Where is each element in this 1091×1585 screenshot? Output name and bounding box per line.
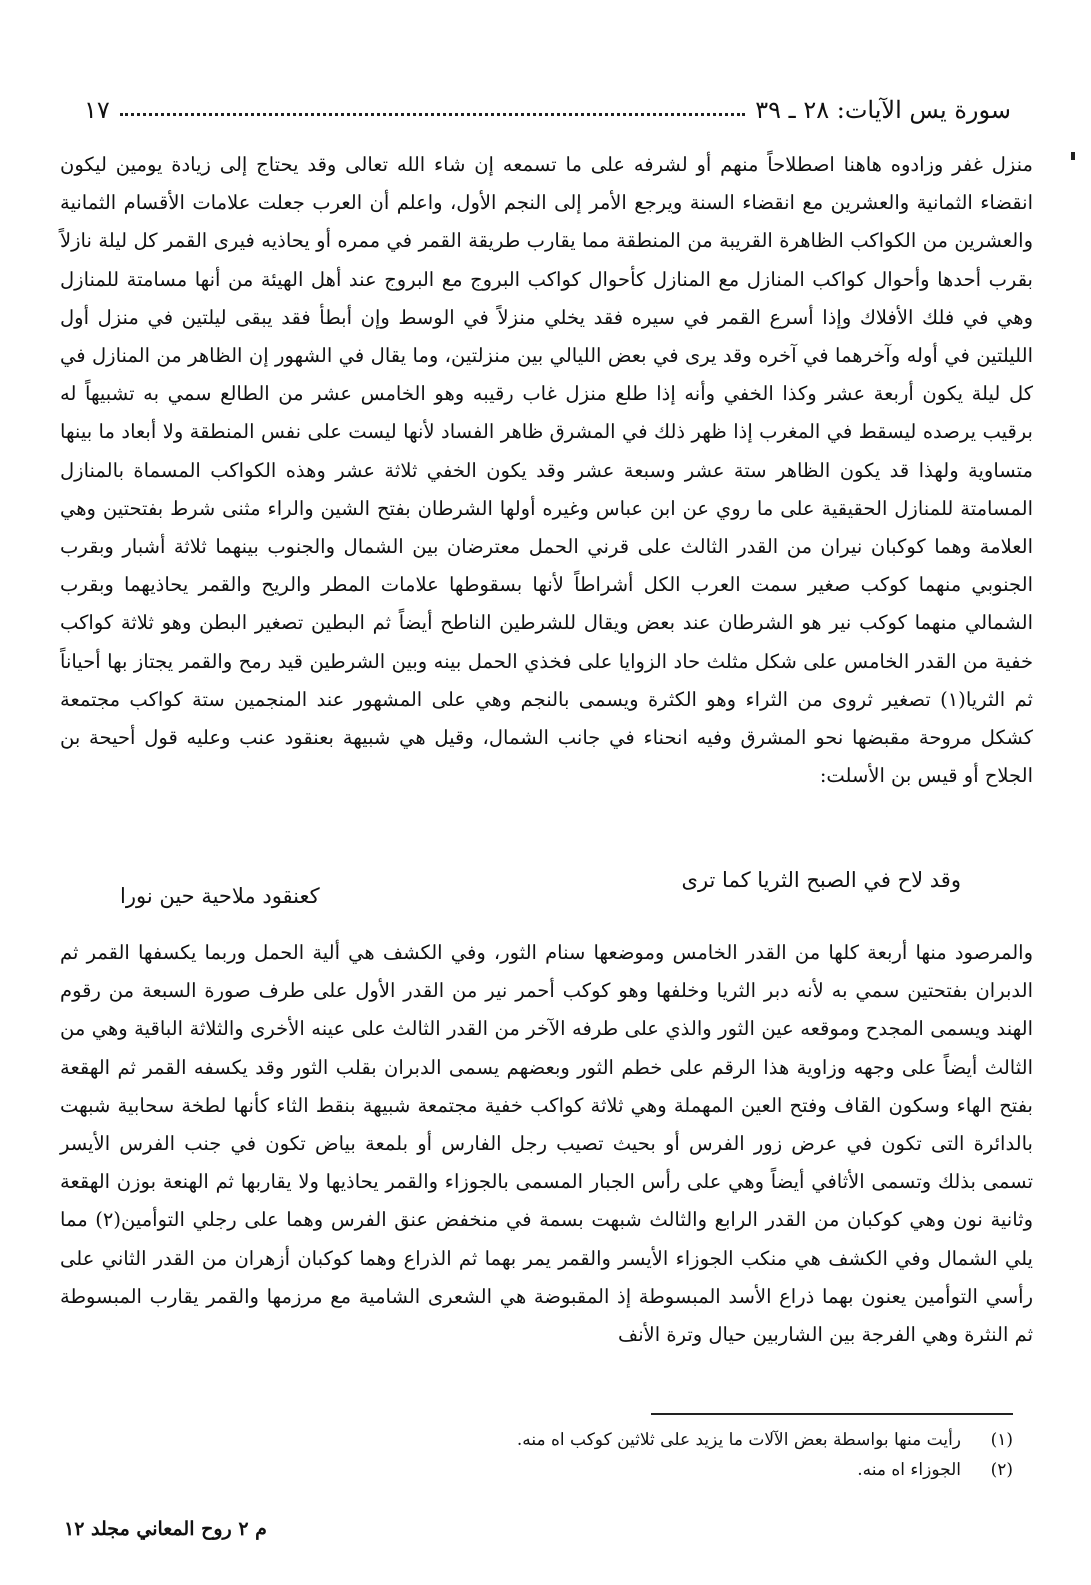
footnote-mark: (١) <box>990 1430 1013 1450</box>
verse-first-hemistich: وقد لاح في الصبح الثريا كما ترى <box>681 868 961 892</box>
running-header <box>84 84 1011 124</box>
footnote-2 <box>200 1455 1013 1485</box>
page-number: ١٧ <box>84 96 110 124</box>
printer-signature: م ٢ روح المعاني مجلد ١٢ <box>64 1518 267 1540</box>
verse-second-hemistich: كعنقود ملاحية حين نورا <box>120 884 320 908</box>
main-text-block-2 <box>60 934 1033 1354</box>
paragraph-1: منزل غفر وزادوه هاهنا اصطلاحاً منهم أو لشرفه على ما تسمعه إن شاء الله تعالى وقد يحتاج إلى زيادة يومين ليكون انقضاء الثمانية والعشرين مع انقضاء السنة ويرجع الأمر إلى النجم الأول، واعلم أن العرب جعلت علامات الأقسام الثمانية والعشرين من الكواكب الظاهرة القريبة من المنطقة مما يقارب طريقة القمر في ممره أو يحاذيه فيرى القمر كل ليلة نازلاً بقرب أحدها وأحوال كواكب المنازل مع المنازل كأحوال كواكب البروج مع البروج عند أهل الهيئة من أنها مسامتة للمنازل وهي في فلك الأفلاك وإذا أسرع القمر في سيره فقد يخلي منزلاً في الوسط وإن أبطأ فقد يبقى ليلتين في منزل أول الليلتين في أوله وآخرهما في آخره وقد يرى في بعض الليالي بين منزلتين، وما يقال في الشهور إن الظاهر من المنازل في كل ليلة يكون أربعة عشر وكذا الخفي وأنه إذا طلع منزل غاب رقيبه وهو الخامس عشر من الطالع سمي به تشبيهاً له برقيب يرصده ليسقط في المغرب إذا ظهر ذلك في المشرق ظاهر الفساد لأنها ليست على نفس المنطقة ولا أبعاد ما بينها متساوية ولهذا قد يكون الظاهر ستة عشر وسبعة عشر وقد يكون الخفي ثلاثة عشر وهذه الكواكب المسماة بالمنازل المسامتة للمنازل الحقيقية على ما روي عن ابن عباس وغيره أولها الشرطان بفتح الشين والراء مثنى شرط بفتحتين وهي العلامة وهما كوكبان نيران من القدر الثالث على قرني الحمل معترضان بين الشمال والجنوب بينهما ثلاثة أشبار وبقرب الجنوبي منهما كوكب صغير سمت العرب الكل أشراطاً لأنها بسقوطها علامات المطر والريح والقمر يحاذيهما وبقرب الشمالي منهما كوكب نير هو الشرطان عند بعض ويقال للشرطين الناطح أيضاً ثم البطين تصغير البطن وهو ثلاثة كواكب خفية من القدر الخامس على شكل مثلث حاد الزوايا على فخذي الحمل بينه وبين الشرطين قيد رمح والقمر يجتاز بها أحياناً ثم الثريا(١) تصغير ثروى من الثراء وهو الكثرة ويسمى بالنجم وهي على المشهور عند المنجمين ستة كواكب مجتمعة كشكل مروحة مقبضها نحو المشرق وفيه انحناء في جانب الشمال، وقيل هي شبيهة بعنقود عنب وعليه قول أحيحة بن الجلاح أو قيس بن الأسلت: <box>60 153 1033 788</box>
main-text-block-1 <box>60 146 1033 795</box>
footnote-text: رأيت منها بواسطة بعض الآلات ما يزيد على ثلاثين كوكب اه منه. <box>516 1430 961 1450</box>
margin-mark <box>1071 152 1075 160</box>
footnote-separator <box>651 1413 1013 1415</box>
paragraph-2: والمرصود منها أربعة كلها من القدر الخامس وموضعها سنام الثور، وفي الكشف هي ألية الحمل وربما يكسفها القمر ثم الدبران بفتحتين سمي به لأنه دبر الثريا وخلفها وهو كوكب أحمر نير من القدر الأول على طرف صورة السبعة من رقوم الهند ويسمى المجدح وموقعه عين الثور والذي على طرفه الآخر من القدر الثالث على عينه الأخرى والثلاثة الباقية وهي من الثالث أيضاً على وجهه وزاوية هذا الرقم على خطم الثور وبعضهم يسمى الدبران بقلب الثور وقد يكسفه القمر ثم الهقعة بفتح الهاء وسكون القاف وفتح العين المهملة وهي ثلاثة كواكب خفية مجتمعة شبيهة بنقط الثاء كأنها لطخة سحابية شبهت بالدائرة التى تكون في عرض زور الفرس أو بحيث تصيب رجل الفارس أو بلمعة بياض تكون في جنب الفرس الأيسر تسمى بذلك وتسمى الأثافي أيضاً وهي على رأس الجبار المسمى بالجوزاء والقمر يحاذيها ولا يقاربها ثم الهنعة بوزن الهقعة وثانية نون وهي كوكبان من القدر الرابع والثالث شبهت بسمة في منخفض عنق الفرس وهما على رجلي التوأمين(٢) مما يلي الشمال وفي الكشف هي منكب الجوزاء الأيسر والقمر يمر بهما ثم الذراع وهما كوكبان أزهران من القدر الثاني على رأسي التوأمين يعنون بهما ذراع الأسد المبسوطة إذ المقبوضة هي الشعرى الشامية مع مرزمها والقمر يقارب المبسوطة ثم النثرة وهي الفرجة بين الشاربين حيال وترة الأنف <box>60 941 1033 1347</box>
footnote-mark: (٢) <box>990 1460 1013 1480</box>
footnotes <box>200 1425 1013 1485</box>
header-dot-leader <box>120 112 745 116</box>
header-title: سورة يس الآيات: ٢٨ ـ ٣٩ <box>755 96 1011 124</box>
footnote-text: الجوزاء اه منه. <box>857 1460 961 1480</box>
footnote-1 <box>200 1425 1013 1455</box>
poetry-verse <box>100 868 961 918</box>
